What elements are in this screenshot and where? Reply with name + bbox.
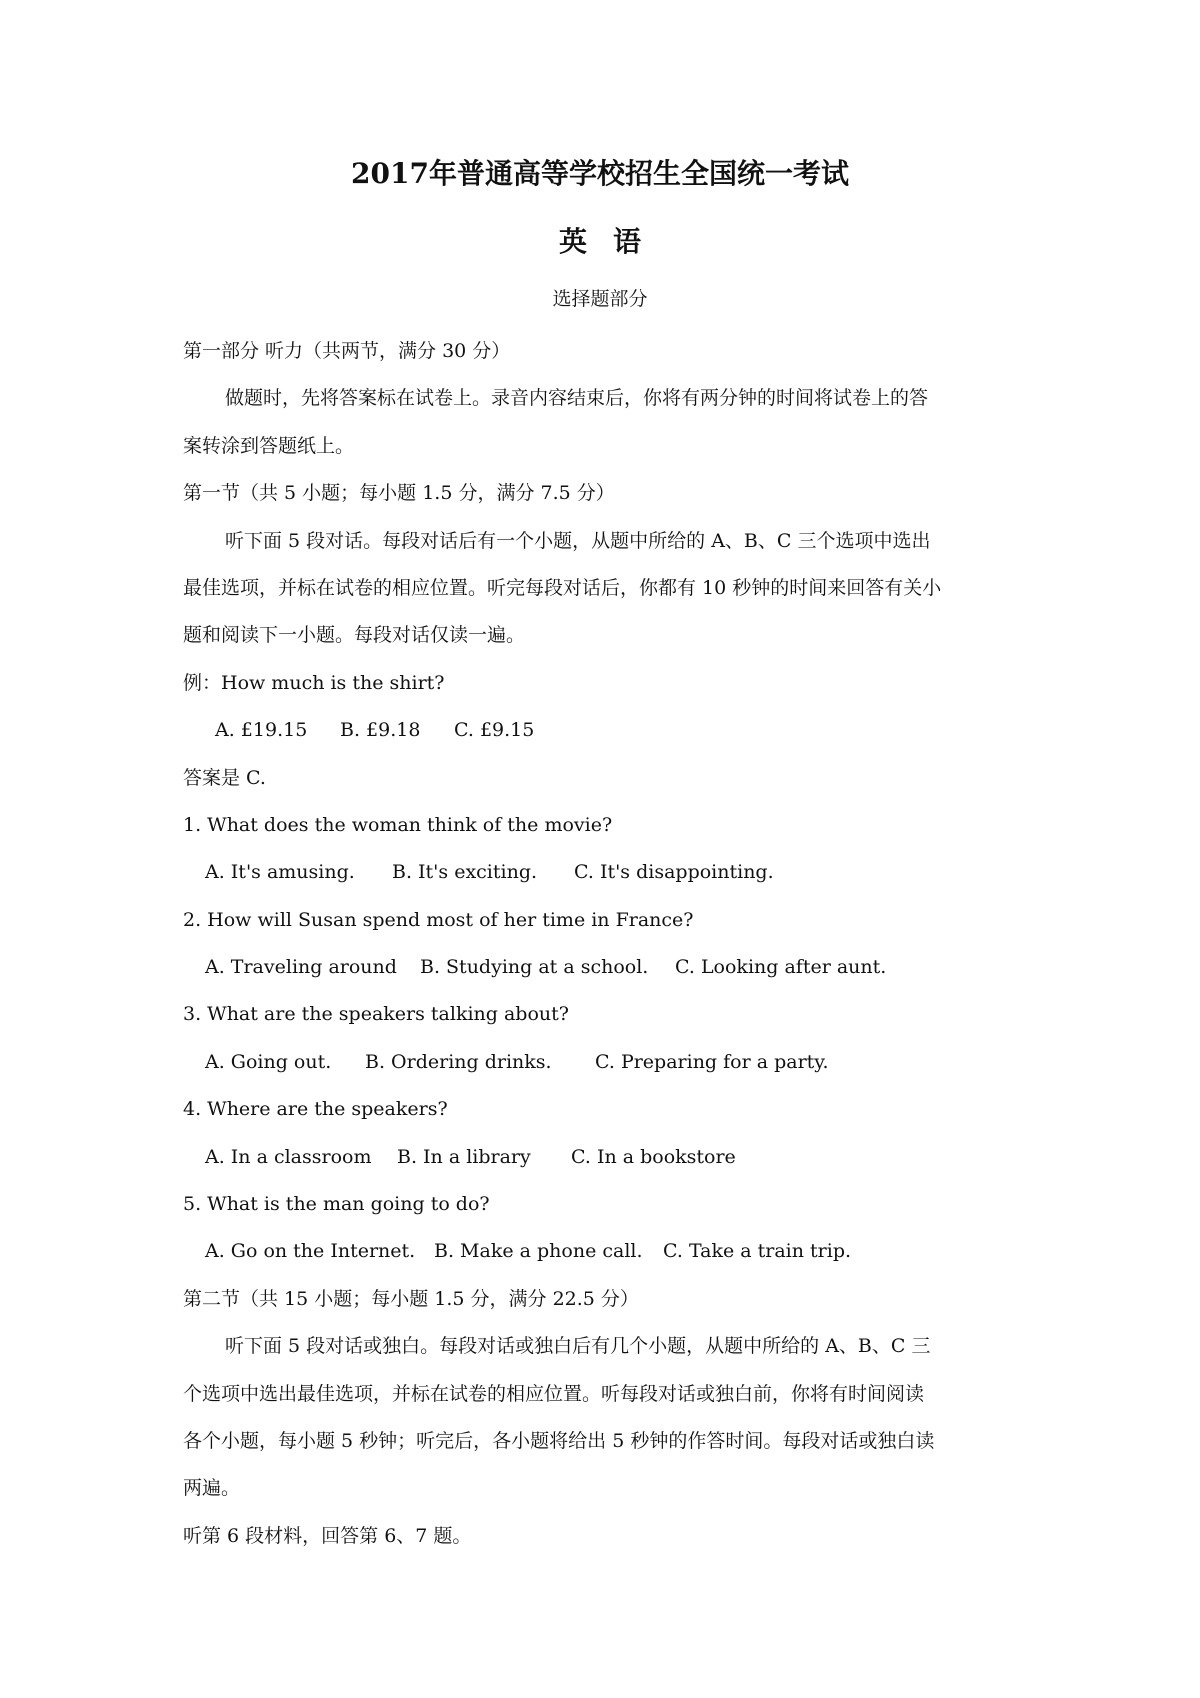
option-c: C. In a bookstore bbox=[571, 1145, 736, 1168]
section1-instruction: 听下面 5 段对话。每段对话后有一个小题，从题中所给的 A、B、C 三个选项中选出 bbox=[225, 529, 931, 552]
part1-instruction: 做题时，先将答案标在试卷上。录音内容结束后，你将有两分钟的时间将试卷上的答 bbox=[225, 387, 929, 410]
option-a: A. It's amusing. bbox=[205, 861, 355, 884]
example-question: 例：How much is the shirt? bbox=[183, 671, 445, 694]
example-option-c: C. £9.15 bbox=[454, 719, 535, 742]
option-b: B. In a library bbox=[397, 1145, 531, 1168]
question-2: 2. How will Susan spend most of her time in France? bbox=[183, 908, 694, 931]
section2-instruction-cont: 各个小题，每小题 5 秒钟；听完后，各小题将给出 5 秒钟的作答时间。每段对话或独白读 bbox=[183, 1429, 935, 1452]
example-option-a: A. £19.15 bbox=[215, 719, 308, 742]
section1-instruction-cont: 最佳选项，并标在试卷的相应位置。听完每段对话后，你都有 10 秒钟的时间来回答有关小 bbox=[183, 576, 942, 599]
question-5: 5. What is the man going to do? bbox=[183, 1193, 490, 1216]
section2-instruction-cont: 个选项中选出最佳选项，并标在试卷的相应位置。听每段对话或独白前，你将有时间阅读 bbox=[183, 1382, 925, 1405]
option-a: A. In a classroom bbox=[205, 1145, 372, 1168]
question-3: 3. What are the speakers talking about? bbox=[183, 1003, 569, 1026]
part1-instruction-cont: 案转涂到答题纸上。 bbox=[183, 434, 355, 457]
part1-heading: 第一部分 听力（共两节，满分 30 分） bbox=[183, 340, 511, 362]
subject-title: 英语 bbox=[558, 225, 667, 258]
question-1-options bbox=[183, 849, 1023, 896]
option-c: C. Looking after aunt. bbox=[675, 956, 887, 979]
example-answer: 答案是 C. bbox=[183, 766, 266, 789]
question-4: 4. Where are the speakers? bbox=[183, 1098, 448, 1121]
example-option-b: B. £9.18 bbox=[340, 719, 421, 742]
option-a: A. Traveling around bbox=[205, 956, 397, 979]
question-5-options bbox=[183, 1228, 1023, 1275]
option-b: B. Ordering drinks. bbox=[365, 1050, 552, 1073]
option-b: B. It's exciting. bbox=[392, 861, 538, 884]
example-options bbox=[183, 707, 1023, 754]
option-a: A. Going out. bbox=[205, 1050, 332, 1073]
question-2-options bbox=[183, 944, 1023, 991]
question-4-options bbox=[183, 1134, 1023, 1181]
question-3-options bbox=[183, 1039, 1023, 1086]
exam-title: 2017年普通高等学校招生全国统一考试 bbox=[351, 157, 849, 190]
option-c: C. It's disappointing. bbox=[574, 861, 774, 884]
section2-instruction-cont: 两遍。 bbox=[183, 1477, 241, 1500]
option-c: C. Preparing for a party. bbox=[595, 1050, 829, 1073]
option-b: B. Studying at a school. bbox=[420, 956, 649, 979]
section2-heading: 第二节（共 15 小题；每小题 1.5 分，满分 22.5 分） bbox=[183, 1287, 639, 1310]
option-a: A. Go on the Internet. bbox=[205, 1240, 416, 1263]
section1-instruction-cont: 题和阅读下一小题。每段对话仅读一遍。 bbox=[183, 624, 526, 647]
section1-heading: 第一节（共 5 小题；每小题 1.5 分，满分 7.5 分） bbox=[183, 482, 615, 505]
option-c: C. Take a train trip. bbox=[663, 1240, 852, 1263]
section2-instruction: 听下面 5 段对话或独白。每段对话或独白后有几个小题，从题中所给的 A、B、C 三 bbox=[225, 1335, 931, 1358]
section-label: 选择题部分 bbox=[552, 288, 648, 310]
question-1: 1. What does the woman think of the movie? bbox=[183, 813, 613, 836]
option-b: B. Make a phone call. bbox=[434, 1240, 643, 1263]
exam-content bbox=[183, 328, 1023, 1560]
material-note: 听第 6 段材料，回答第 6、7 题。 bbox=[183, 1524, 472, 1547]
